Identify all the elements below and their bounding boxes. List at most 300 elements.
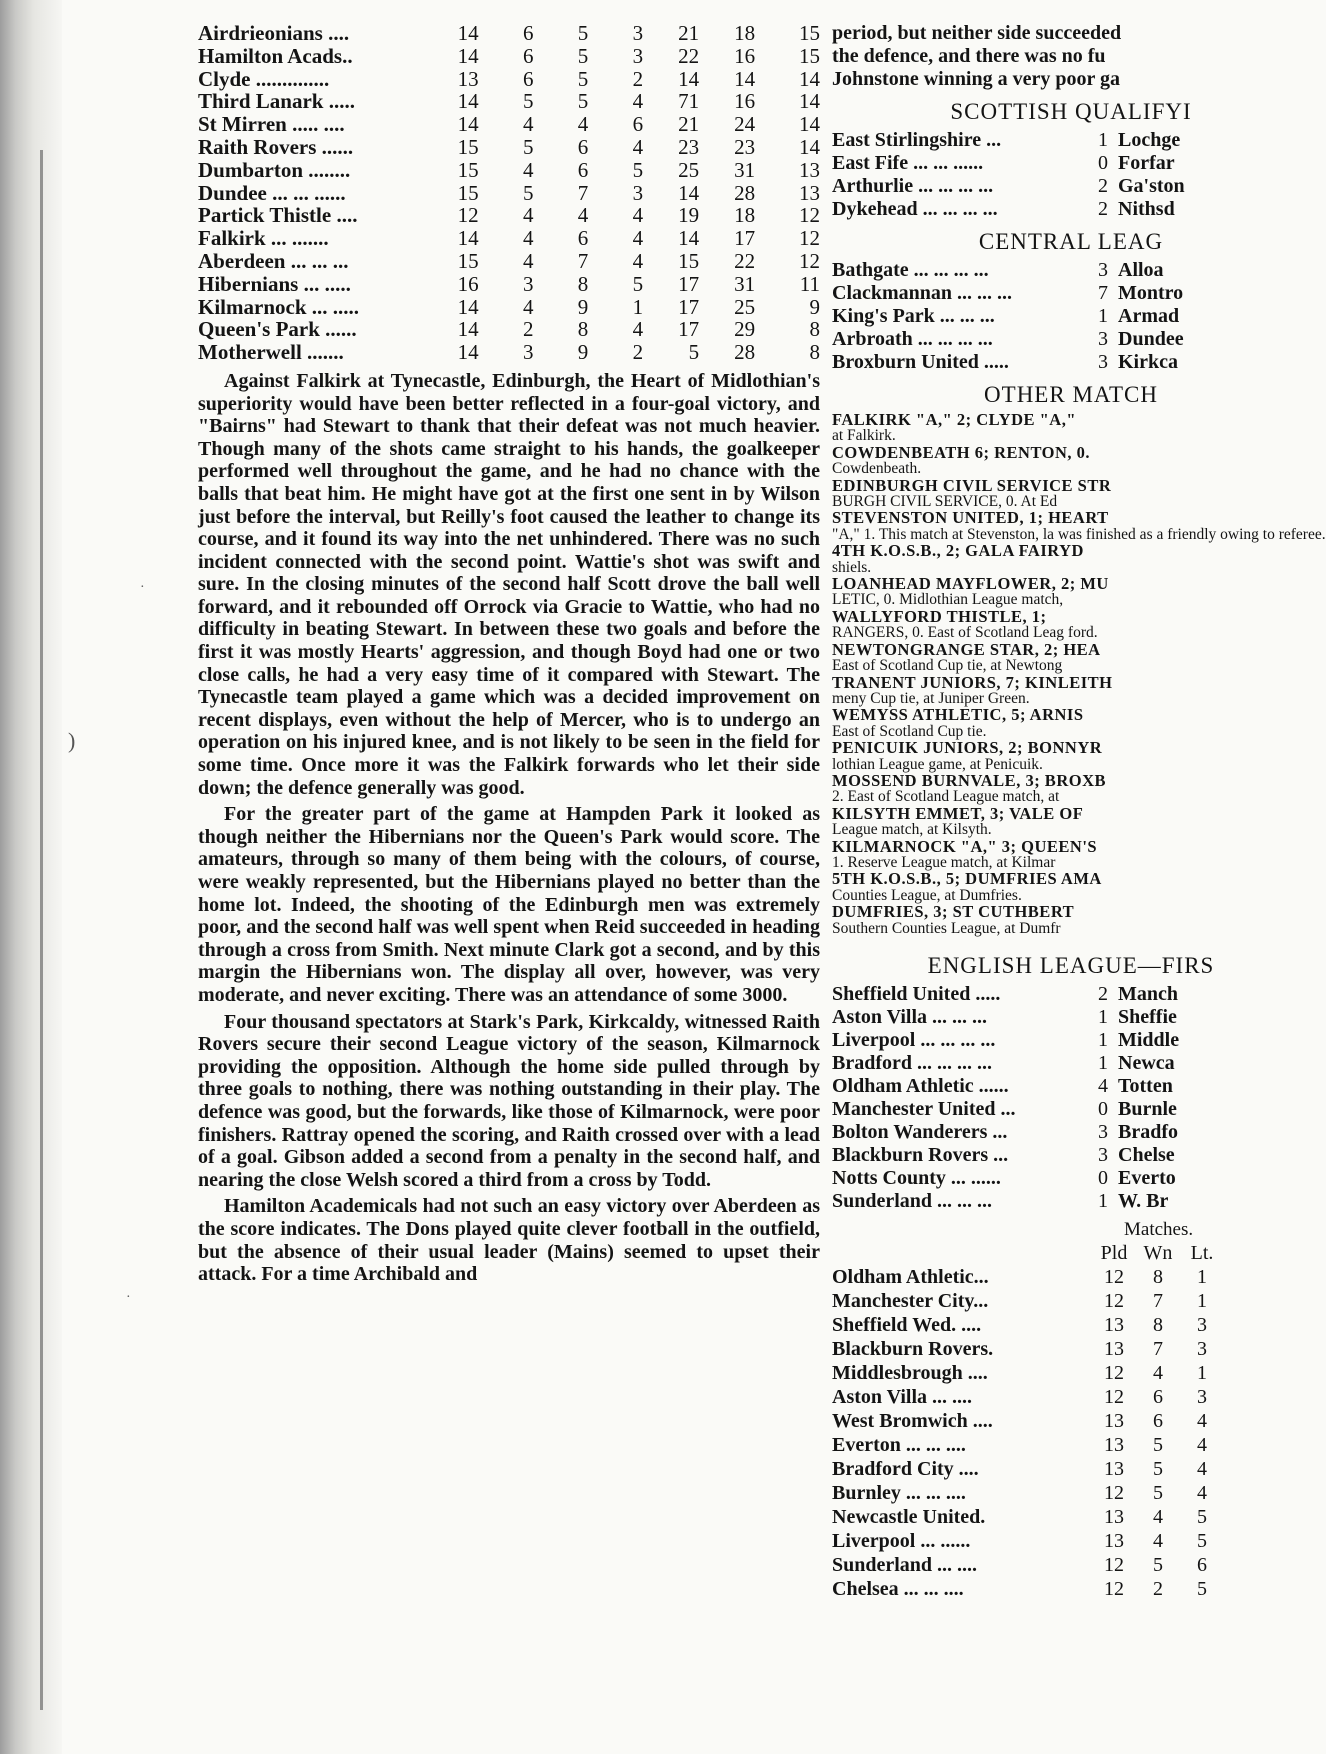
page-fold-line [40,150,43,1710]
cell-wn: 5 [1153,1482,1163,1504]
cell-pts: 14 [799,66,820,91]
other-matches-heading: OTHER MATCH [984,382,1158,407]
result-row [832,1006,1250,1029]
cell-w: 4 [522,226,534,251]
match-item [832,606,1250,642]
match-detail: 2. East of Scotland League match, at [832,788,1060,806]
match-item [832,836,1250,872]
score: 1 [1098,1029,1108,1051]
cell-team: Third Lanark ..... [198,89,355,114]
cell-f: 21 [678,112,700,137]
cell-pld: 12 [1104,1266,1124,1288]
cell-pts: 14 [799,89,820,114]
margin-mark: · [140,580,145,595]
continuation-line: period, but neither side succeeded [832,22,1122,44]
match-headline: FALKIRK "A," 2; CLYDE "A," [832,410,1076,429]
table-row [198,318,820,341]
result-row [832,198,1250,221]
central-results [832,259,1250,374]
away-team: Newca [1118,1052,1175,1074]
home-team: Bradford ... ... ... ... [832,1052,992,1074]
score: 0 [1098,1098,1108,1120]
score: 2 [1098,198,1108,220]
home-team: Dykehead ... ... ... ... [832,198,998,220]
result-row [832,282,1250,305]
cell-pld: 13 [1104,1314,1124,1336]
cell-lt: 6 [1197,1554,1207,1576]
cell-l: 5 [577,89,589,114]
team-name: Bradford City .... [832,1458,979,1480]
cell-pts: 14 [799,134,820,159]
cell-pld: 15 [457,248,479,273]
result-row [832,305,1250,328]
home-team: Arthurlie ... ... ... ... [832,175,994,197]
home-team: Bolton Wanderers ... [832,1121,1008,1143]
cell-a: 31 [734,157,756,182]
table-row [198,113,820,136]
cell-d: 4 [632,89,644,114]
english-table-header [832,1241,1250,1265]
score: 1 [1098,1190,1108,1212]
cell-f: 71 [678,89,700,114]
home-team: Manchester United ... [832,1098,1016,1120]
cell-f: 14 [678,66,700,91]
cell-f: 23 [678,134,700,159]
match-headline: COWDENBEATH 6; RENTON, 0. [832,442,1091,462]
cell-a: 18 [734,21,756,45]
match-headline: MOSSEND BURNVALE, 3; BROXB [832,770,1106,790]
score: 4 [1098,1075,1108,1097]
cell-team: St Mirren ..... .... [198,112,345,137]
away-team: Ga'ston [1118,175,1185,197]
cell-wn: 5 [1153,1434,1163,1456]
cell-pld: 13 [1104,1410,1124,1432]
result-row [832,1052,1250,1075]
cell-f: 15 [678,248,700,273]
cell-team: Airdrieonians .... [198,21,350,45]
match-item [832,740,1250,773]
cell-pld: 14 [457,294,479,319]
cell-a: 18 [734,203,756,228]
article-paragraph: Against Falkirk at Tynecastle, Edinburgh, the Heart of Midlothian's superiority would have been better reflected in a four-goal victory, and "Bairns" had Stewart to thank that their defeat was not much heavier. Though many of the shots came straight to his hands, the goalkeeper performed well throughout the game, and he had no chance with the balls that beat him. He might have got at the first one sent in by Wilson just before the interval, but Reilly's foot caused the leather to change its course, and it found its way into the net unhindered. There was no such incident connected with the second point. Wattie's shot was swift and sure. In the closing minutes of the second half Scott drove the ball well forward, and it rebounded off Orrock via Gracie to Wattie, who had no difficulty in beating Stewart. In between these two goals and before the first it was mostly Hearts' aggression, and though Boyd had one or two close calls, he had a very easy time of it compared with Stewart. The Tynecastle team played a game which was a decided improvement on recent displays, even without the help of Mercer, who is to undergo an operation on his injured knee, and is not likely to be seen in the field for some time. Once more it was the Falkirk forwards who let their side down; the defence generally was good. [198,369,820,799]
result-row [832,175,1250,198]
table-row [198,296,820,319]
cell-f: 17 [678,317,700,342]
cell-lt: 5 [1197,1530,1207,1552]
match-headline: DUMFRIES, 3; ST CUTHBERT [832,902,1075,922]
margin-mark: · [126,1290,131,1305]
cell-lt: 4 [1197,1482,1207,1504]
cell-wn: 5 [1153,1458,1163,1480]
table-row [832,1361,1250,1385]
result-row [832,351,1250,374]
cell-f: 17 [678,271,700,296]
cell-pld: 14 [457,340,479,365]
table-row [832,1505,1250,1529]
cell-pld: 12 [1104,1578,1124,1600]
away-team: Manch [1118,983,1178,1005]
cell-team: Kilmarnock ... ..... [198,294,359,319]
match-headline: WALLYFORD THISTLE, 1; [832,606,1047,626]
table-row [832,1265,1250,1289]
home-team: East Stirlingshire ... [832,129,1002,151]
cell-w: 4 [522,203,534,228]
cell-w: 3 [522,340,534,365]
cell-wn: 8 [1153,1314,1163,1336]
cell-f: 17 [678,294,700,319]
away-team: Montro [1118,282,1184,304]
cell-l: 5 [577,21,589,45]
match-detail: RANGERS, 0. East of Scotland Leag ford. [832,624,1098,642]
result-row [832,1098,1250,1121]
team-name: Chelsea ... ... .... [832,1578,964,1600]
match-detail: LETIC, 0. Midlothian League match, [832,591,1064,609]
cell-l: 6 [577,157,589,182]
cell-f: 19 [678,203,700,228]
cell-a: 31 [734,271,756,296]
match-headline: KILSYTH EMMET, 3; VALE OF [832,803,1084,823]
cell-lt: 4 [1197,1458,1207,1480]
table-row [832,1457,1250,1481]
home-team: Sheffield United ..... [832,983,1001,1005]
away-team: Lochge [1118,129,1181,151]
cell-l: 4 [577,203,589,228]
cell-l: 5 [577,43,589,68]
table-row [832,1577,1250,1601]
cell-wn: 4 [1153,1530,1163,1552]
english-league-heading: ENGLISH LEAGUE—FIRS [927,953,1215,978]
home-team: Clackmannan ... ... ... [832,282,1013,304]
cell-wn: 7 [1153,1338,1163,1360]
article-paragraph: For the greater part of the game at Hampden Park it looked as though neither the Hibernians nor the Queen's Park would score. The amateurs, through so many of them being with the colours, of course, were weakly represented, but the Hibernians played no better than the home lot. Indeed, the shooting of the Edinburgh men was extremely poor, and the second half was well spent when Reid succeeded in heading through a cross from Smith. Next minute Clark got a second, and by this margin the Hibernians won. The display all over, however, was very moderate, and never exciting. There was an attendance of some 3000. [198,803,820,1006]
cell-d: 3 [632,21,644,45]
score: 1 [1098,305,1108,327]
team-name: Manchester City... [832,1290,989,1312]
match-headline: LOANHEAD MAYFLOWER, 2; MU [832,574,1109,594]
cell-pld: 14 [457,317,479,342]
home-team: King's Park ... ... ... [832,305,995,327]
result-row [832,983,1250,1006]
away-team: Nithsd [1118,198,1175,220]
match-item [832,639,1250,675]
cell-wn: 7 [1153,1290,1163,1312]
away-team: Sheffie [1118,1006,1177,1028]
team-name: Everton ... ... .... [832,1434,966,1456]
team-name: Oldham Athletic... [832,1266,989,1288]
report-continuation [832,22,1250,91]
cell-team: Queen's Park ...... [198,317,357,342]
cell-a: 22 [734,248,756,273]
match-item [832,770,1250,806]
table-row [198,45,820,68]
away-team: Dundee [1118,328,1184,350]
home-team: Broxburn United ..... [832,351,1009,373]
cell-w: 4 [522,294,534,319]
cell-d: 4 [632,226,644,251]
match-headline: NEWTONGRANGE STAR, 2; HEA [832,639,1101,659]
cell-team: Hamilton Acads.. [198,43,353,68]
table-row [832,1529,1250,1553]
cell-l: 8 [577,317,589,342]
cell-wn: 6 [1153,1410,1163,1432]
match-item [832,707,1250,740]
cell-w: 4 [522,248,534,273]
cell-team: Aberdeen ... ... ... [198,248,349,273]
cell-l: 6 [577,134,589,159]
score: 3 [1098,1144,1108,1166]
cell-f: 14 [678,226,700,251]
score: 1 [1098,1052,1108,1074]
cell-lt: 3 [1197,1386,1207,1408]
table-row [832,1481,1250,1505]
home-team: Notts County ... ...... [832,1167,1001,1189]
away-team: Kirkca [1118,351,1178,373]
cell-lt: 3 [1197,1338,1207,1360]
cell-pld: 12 [1104,1554,1124,1576]
cell-pts: 15 [799,43,820,68]
table-row [832,1553,1250,1577]
col-lt: Lt. [1190,1242,1214,1264]
cell-l: 6 [577,226,589,251]
table-row [198,250,820,273]
cell-pts: 9 [809,294,820,319]
cell-a: 29 [734,317,756,342]
cell-d: 5 [632,157,644,182]
match-detail: East of Scotland Cup tie. [832,722,987,740]
cell-l: 8 [577,271,589,296]
cell-w: 5 [522,89,534,114]
away-team: Totten [1118,1075,1173,1097]
away-team: Chelse [1118,1144,1175,1166]
home-team: Arbroath ... ... ... ... [832,328,993,350]
match-headline: STEVENSTON UNITED, 1; HEART [832,508,1109,528]
cell-wn: 6 [1153,1386,1163,1408]
home-team: Oldham Athletic ...... [832,1075,1009,1097]
match-detail: "A," 1. This match at Stevenston, la was finished as a friendly owing to referee. [832,525,1326,543]
cell-pld: 13 [1104,1506,1124,1528]
cell-a: 28 [734,340,756,365]
score: 2 [1098,175,1108,197]
score: 7 [1098,282,1108,304]
table-row [832,1337,1250,1361]
away-team: Alloa [1118,259,1164,281]
cell-l: 9 [577,340,589,365]
table-row [832,1385,1250,1409]
cell-a: 14 [734,66,756,91]
cell-pld: 16 [457,271,479,296]
cell-pld: 15 [457,180,479,205]
team-name: Newcastle United. [832,1506,986,1528]
match-headline: 5TH K.O.S.B., 5; DUMFRIES AMA [832,869,1102,889]
home-team: Bathgate ... ... ... ... [832,259,989,281]
cell-d: 4 [632,134,644,159]
table-row [198,182,820,205]
match-detail: East of Scotland Cup tie, at Newtong [832,657,1063,675]
match-item [832,576,1250,609]
col-pld: Pld [1100,1242,1128,1264]
match-item [832,412,1250,445]
score: 3 [1098,351,1108,373]
cell-l: 7 [577,248,589,273]
match-item [832,543,1250,576]
table-row [198,90,820,113]
article-paragraph: Hamilton Academicals had not such an easy victory over Aberdeen as the score indicates. The Dons played quite clever football in the outfield, but the absence of their usual leader (Mains) seemed to upset their attack. For a time Archibald and [198,1195,820,1286]
cell-f: 25 [678,157,700,182]
cell-pld: 13 [1104,1458,1124,1480]
cell-team: Partick Thistle .... [198,203,358,228]
cell-w: 4 [522,157,534,182]
cell-pld: 15 [457,157,479,182]
left-column [198,22,820,1286]
result-row [832,1121,1250,1144]
cell-d: 2 [632,340,644,365]
cell-w: 5 [522,134,534,159]
match-detail: 1. Reserve League match, at Kilmar [832,853,1056,871]
cell-w: 5 [522,180,534,205]
away-team: W. Br [1118,1190,1169,1212]
cell-team: Dumbarton ........ [198,157,351,182]
cell-team: Falkirk ... ....... [198,226,329,251]
table-row [832,1313,1250,1337]
score: 3 [1098,1121,1108,1143]
cell-f: 22 [678,43,700,68]
cell-pts: 12 [799,203,820,228]
cell-pts: 8 [809,340,820,365]
away-team: Forfar [1118,152,1175,174]
cell-a: 28 [734,180,756,205]
match-detail: League match, at Kilsyth. [832,821,992,839]
scottish-league-table [198,22,820,364]
cell-lt: 1 [1197,1362,1207,1384]
cell-pld: 12 [1104,1386,1124,1408]
right-column [832,22,1326,1754]
continuation-line: Johnstone winning a very poor ga [832,68,1121,90]
match-item [832,475,1250,511]
cell-d: 3 [632,180,644,205]
cell-lt: 5 [1197,1506,1207,1528]
table-row [198,341,820,364]
match-item [832,442,1250,478]
table-row [832,1289,1250,1313]
score: 3 [1098,328,1108,350]
table-row [832,1433,1250,1457]
cell-pts: 13 [799,180,820,205]
result-row [832,1029,1250,1052]
result-row [832,129,1250,152]
score: 2 [1098,983,1108,1005]
cell-d: 4 [632,203,644,228]
score: 0 [1098,152,1108,174]
continuation-line: the defence, and there was no fu [832,45,1106,67]
result-row [832,1075,1250,1098]
col-wn: Wn [1143,1242,1173,1264]
cell-d: 3 [632,43,644,68]
cell-lt: 1 [1197,1290,1207,1312]
match-headline: 4TH K.O.S.B., 2; GALA FAIRYD [832,541,1084,561]
cell-d: 4 [632,248,644,273]
match-headline: TRANENT JUNIORS, 7; KINLEITH [832,672,1113,692]
cell-l: 5 [577,66,589,91]
away-team: Everto [1118,1167,1176,1189]
table-row [198,273,820,296]
cell-team: Clyde .............. [198,66,330,91]
match-item [832,904,1250,937]
cell-w: 3 [522,271,534,296]
cell-lt: 3 [1197,1314,1207,1336]
match-detail: Southern Counties League, at Dumfr [832,919,1061,937]
table-row [198,227,820,250]
english-league-table [832,1265,1250,1601]
article-paragraph: Four thousand spectators at Stark's Park, Kirkcaldy, witnessed Raith Rovers secure their second League victory of the season, Kilmarnock providing the opposition. Although the home side pulled through by three goals to nothing, there was nothing outstanding in their play. The defence was good, but the forwards, like those of Kilmarnock, were poor finishers. Rattray opened the scoring, and Raith crossed over with a lead of a goal. Gibson added a second from a penalty in the second half, and nearing the close Welsh scored a third from a cross by Todd. [198,1010,820,1191]
cell-pts: 8 [809,317,820,342]
match-headline: WEMYSS ATHLETIC, 5; ARNIS [832,705,1084,725]
match-item [832,508,1326,543]
match-item [832,871,1250,904]
team-name: Sunderland ... .... [832,1554,978,1576]
cell-w: 4 [522,112,534,137]
cell-a: 16 [734,43,756,68]
cell-w: 2 [522,317,534,342]
home-team: Sunderland ... ... ... [832,1190,993,1212]
cell-pld: 14 [457,226,479,251]
table-row [198,159,820,182]
cell-f: 21 [678,21,700,45]
match-detail: Counties League, at Dumfries. [832,886,1022,904]
cell-pld: 12 [1104,1290,1124,1312]
cell-pld: 14 [457,43,479,68]
home-team: Blackburn Rovers ... [832,1144,1009,1166]
score: 1 [1098,129,1108,151]
match-item [832,803,1250,839]
result-row [832,1144,1250,1167]
cell-a: 16 [734,89,756,114]
cell-wn: 8 [1153,1266,1163,1288]
team-name: Middlesbrough .... [832,1362,988,1384]
cell-f: 14 [678,180,700,205]
match-headline: KILMARNOCK "A," 3; QUEEN'S [832,836,1098,856]
cell-pts: 11 [799,271,820,296]
cell-wn: 5 [1153,1554,1163,1576]
away-team: Middle [1118,1029,1180,1051]
team-name: Sheffield Wed. .... [832,1314,982,1336]
match-headline: PENICUIK JUNIORS, 2; BONNYR [832,738,1103,758]
qualifying-heading: SCOTTISH QUALIFYI [950,99,1192,124]
cell-d: 5 [632,271,644,296]
cell-d: 4 [632,317,644,342]
result-row [832,259,1250,282]
cell-l: 7 [577,180,589,205]
cell-d: 1 [632,294,644,319]
score: 0 [1098,1167,1108,1189]
table-row [198,136,820,159]
cell-a: 24 [734,112,756,137]
cell-pld: 12 [1104,1362,1124,1384]
cell-pts: 12 [799,226,820,251]
match-detail: BURGH CIVIL SERVICE, 0. At Ed [832,493,1058,511]
match-detail: shiels. [832,558,872,576]
cell-w: 6 [522,43,534,68]
table-row [832,1409,1250,1433]
cell-team: Raith Rovers ...... [198,134,354,159]
result-row [832,1190,1250,1213]
english-table-group-label: Matches. [1124,1219,1194,1240]
match-detail: at Falkirk. [832,427,896,445]
other-matches [832,410,1326,937]
match-reports [198,370,820,1286]
cell-team: Hibernians ... ..... [198,271,351,296]
cell-wn: 2 [1153,1578,1163,1600]
cell-team: Motherwell ....... [198,340,344,365]
